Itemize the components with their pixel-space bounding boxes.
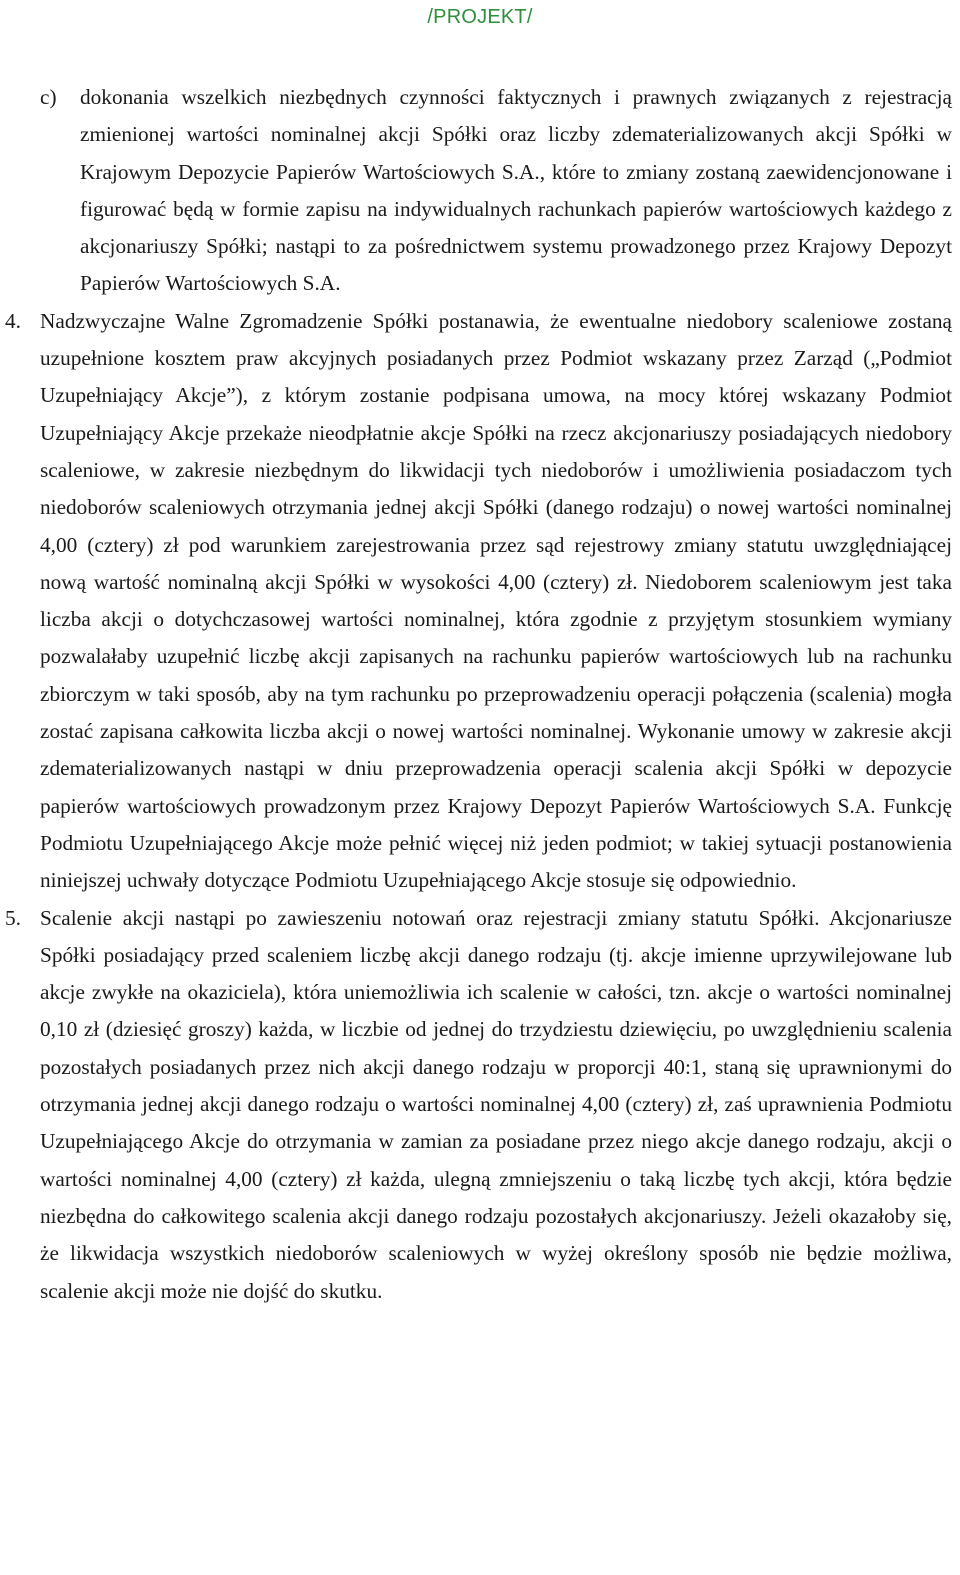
item-text: Nadzwyczajne Walne Zgromadzenie Spółki postanawia, że ewentualne niedobory scaleniowe zostaną uzupełnione kosztem praw akcyjnych posiadanych przez Podmiot wskazany przez Zarząd („Podmiot Uzupełniający Akcje”), z którym zostanie podpisana umowa, na mocy której wskazany Podmiot Uzupełniający Akcje przekaże nieodpłatnie akcje Spółki na rzecz akcjonariuszy posiadających niedobory scaleniowe, w zakresie niezbędnym do likwidacji tych niedoborów i umożliwienia posiadaczom tych niedoborów scaleniowych otrzymania jednej akcji Spółki (danego rodzaju) o nowej wartości nominalnej 4,00 (cztery) zł pod warunkiem zarejestrowania przez sąd rejestrowy zmiany statutu uwzględniającej nową wartość nominalną akcji Spółki w wysokości 4,00 (cztery) zł. Niedoborem scaleniowym jest taka liczba akcji o dotychczasowej wartości nominalnej, która zgodnie z przyjętym stosunkiem wymiany pozwalałaby uzupełnić liczbę akcji zapisanych na rachunku papierów wartościowych lub na rachunku zbiorczym w taki sposób, aby na tym rachunku po przeprowadzeniu operacji połączenia (scalenia) mogła zostać zapisana całkowita liczba akcji o nowej wartości nominalnej. Wykonanie umowy w zakresie akcji zdematerializowanych nastąpi w dniu przeprowadzenia operacji scalenia akcji Spółki w depozycie papierów wartościowych prowadzonym przez Krajowy Depozyt Papierów Wartościowych S.A. Funkcję Podmiotu Uzupełniającego Akcje może pełnić więcej niż jeden podmiot; w takiej sytuacji postanowienia niniejszej uchwały dotyczące Podmiotu Uzupełniającego Akcje stosuje się odpowiednio. bbox=[40, 308, 952, 893]
item-text: Scalenie akcji nastąpi po zawieszeniu notowań oraz rejestracji zmiany statutu Spółki. Akcjonariusze Spółki posiadający przed scaleniem liczbę akcji danego rodzaju (tj. akcje imienne uprzywilejowane lub akcje zwykłe na okaziciela), która uniemożliwia ich scalenie w całości, tzn. akcje o wartości nominalnej 0,10 zł (dziesięć groszy) każda, w liczbie od jednej do trzydziestu dziewięciu, po uwzględnieniu scalenia pozostałych posiadanych przez nich akcji danego rodzaju w proporcji 40:1, staną się uprawnionymi do otrzymania jednej akcji danego rodzaju o wartości nominalnej 4,00 (cztery) zł, zaś uprawnienia Podmiotu Uzupełniającego Akcje do otrzymania w zamian za posiadane przez niego akcje danego rodzaju, akcji o wartości nominalnej 4,00 (cztery) zł każda, ulegną zmniejszeniu o taką liczbę tych akcji, która będzie niezbędna do całkowitego scalenia akcji danego rodzaju pozostałych akcjonariuszy. Jeżeli okazałoby się, że likwidacja wszystkich niedoborów scaleniowych w wyżej określony sposób nie będzie możliwa, scalenie akcji może nie dojść do skutku. bbox=[40, 905, 952, 1303]
project-header: /PROJEKT/ bbox=[427, 6, 533, 28]
list-item-4 bbox=[0, 303, 960, 900]
list-item-5 bbox=[0, 900, 960, 1310]
document-body bbox=[0, 79, 960, 1310]
list-item-c bbox=[0, 79, 960, 303]
item-marker: c) bbox=[40, 85, 57, 109]
item-text: dokonania wszelkich niezbędnych czynności faktycznych i prawnych związanych z rejestracją zmienionej wartości nominalnej akcji Spółki oraz liczby zdematerializowanych akcji Spółki w Krajowym Depozycie Papierów Wartościowych S.A., które to zmiany zostaną zaewidencjonowane i figurować będą w formie zapisu na indywidualnych rachunkach papierów wartościowych każdego z akcjonariuszy Spółki; nastąpi to za pośrednictwem systemu prowadzonego przez Krajowy Depozyt Papierów Wartościowych S.A. bbox=[80, 85, 952, 296]
item-marker: 5. bbox=[5, 905, 21, 930]
item-marker: 4. bbox=[5, 308, 21, 333]
